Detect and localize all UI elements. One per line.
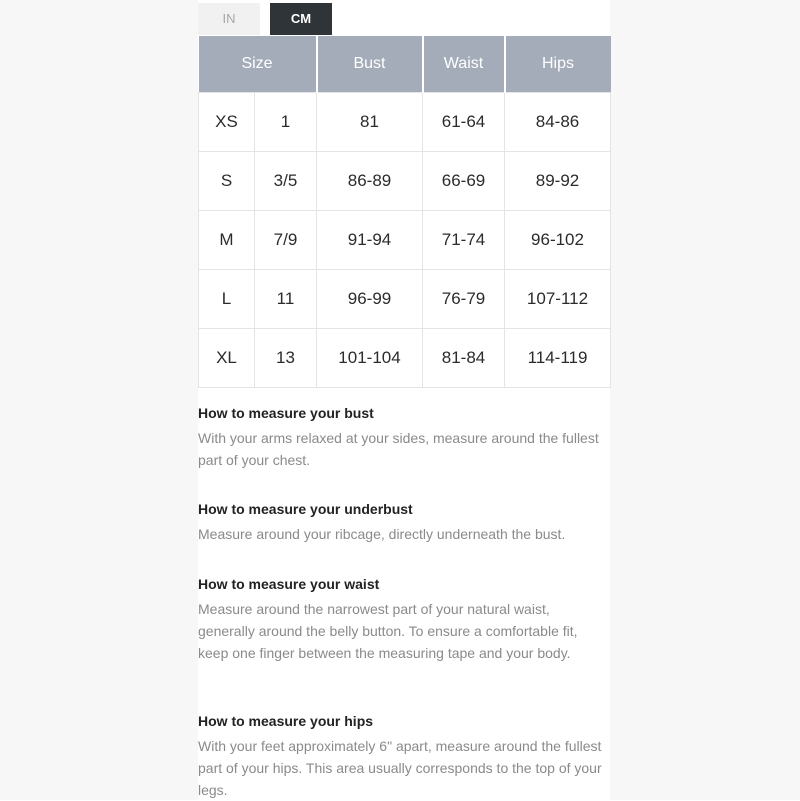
waist-cell: 81-84 [423, 329, 505, 388]
waist-cell: 66-69 [423, 152, 505, 211]
size-letter-cell: XS [199, 93, 255, 152]
header-waist: Waist [423, 36, 505, 93]
hips-cell: 114-119 [505, 329, 611, 388]
table-row [199, 93, 611, 152]
size-letter-cell: L [199, 270, 255, 329]
waist-cell: 71-74 [423, 211, 505, 270]
hips-cell: 96-102 [505, 211, 611, 270]
hips-guide [198, 712, 610, 801]
bust-guide-title: How to measure your bust [198, 405, 374, 421]
bust-guide [198, 404, 610, 471]
waist-cell: 61-64 [423, 93, 505, 152]
table-row [199, 152, 611, 211]
header-bust: Bust [317, 36, 423, 93]
hips-cell: 84-86 [505, 93, 611, 152]
size-number-cell: 11 [255, 270, 317, 329]
table-row [199, 329, 611, 388]
size-number-cell: 3/5 [255, 152, 317, 211]
unit-tabs [198, 3, 332, 35]
size-letter-cell: XL [199, 329, 255, 388]
header-hips: Hips [505, 36, 611, 93]
header-size: Size [199, 36, 317, 93]
right-margin [610, 0, 800, 800]
tab-centimeters[interactable]: CM [270, 3, 332, 35]
waist-guide-title: How to measure your waist [198, 576, 380, 592]
bust-cell: 91-94 [317, 211, 423, 270]
hips-guide-text: With your feet approximately 6" apart, measure around the fullest part of your hips. This area usually corresponds to the top of your legs. [198, 738, 602, 798]
tab-inches[interactable]: IN [198, 3, 260, 35]
underbust-guide [198, 500, 610, 545]
table-row [199, 270, 611, 329]
bust-cell: 86-89 [317, 152, 423, 211]
bust-cell: 101-104 [317, 329, 423, 388]
waist-guide [198, 575, 610, 664]
hips-guide-title: How to measure your hips [198, 713, 374, 729]
table-header-row [199, 36, 611, 93]
waist-guide-text: Measure around the narrowest part of your natural waist, generally around the belly button. To ensure a comfortable fit, keep one finger between the measuring tape and your body. [198, 601, 578, 661]
size-letter-cell: S [199, 152, 255, 211]
waist-cell: 76-79 [423, 270, 505, 329]
size-guide-panel [198, 0, 610, 800]
bust-cell: 96-99 [317, 270, 423, 329]
size-number-cell: 1 [255, 93, 317, 152]
size-letter-cell: M [199, 211, 255, 270]
underbust-guide-title: How to measure your underbust [198, 501, 413, 517]
bust-guide-text: With your arms relaxed at your sides, measure around the fullest part of your chest. [198, 430, 599, 468]
size-number-cell: 13 [255, 329, 317, 388]
size-chart-table [198, 36, 611, 388]
left-margin [0, 0, 200, 800]
hips-cell: 89-92 [505, 152, 611, 211]
table-row [199, 211, 611, 270]
underbust-guide-text: Measure around your ribcage, directly underneath the bust. [198, 526, 566, 542]
hips-cell: 107-112 [505, 270, 611, 329]
size-number-cell: 7/9 [255, 211, 317, 270]
bust-cell: 81 [317, 93, 423, 152]
